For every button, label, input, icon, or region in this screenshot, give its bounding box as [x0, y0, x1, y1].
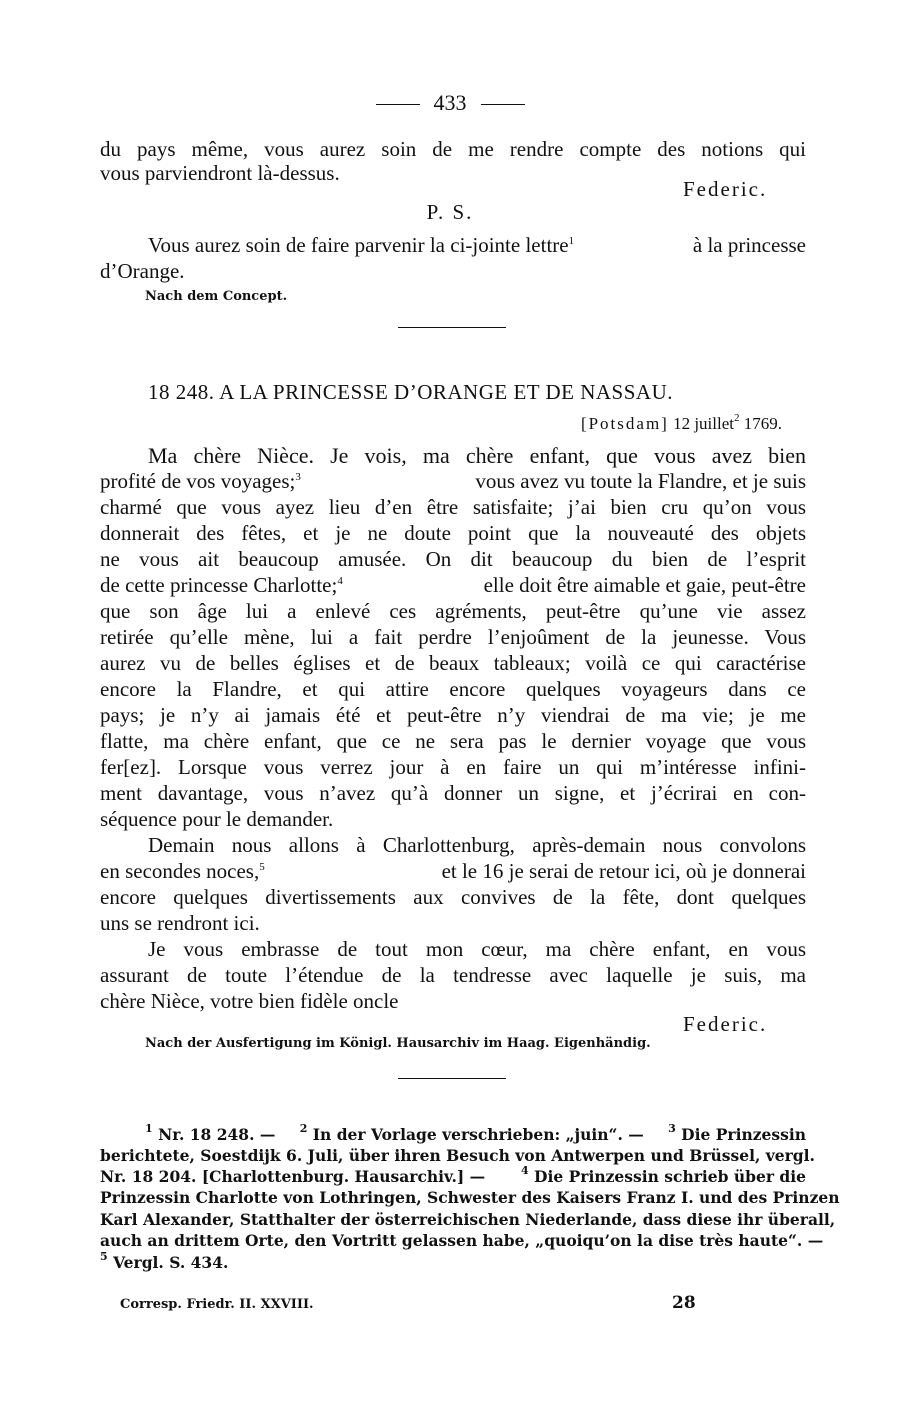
letter-line-10: encore la Flandre, et qui attire encore quelques voyageurs dans ce	[100, 677, 806, 701]
footnote-4	[521, 1166, 806, 1188]
letter-line-6	[100, 572, 806, 598]
footnote-line-1	[145, 1124, 806, 1146]
letter-line-13: fer[ez]. Lorsque vous verrez jour à en faire un qui m’intéresse infini-	[100, 755, 806, 779]
footnote-line-4: Prinzessin Charlotte von Lothringen, Schwester des Kaisers Franz I. und des Prinzen	[100, 1188, 840, 1207]
postscript-text-a	[148, 232, 574, 258]
footnote-3-text: Die Prinzessin	[681, 1125, 806, 1144]
footnote-marker-2: 2	[299, 1122, 308, 1135]
continuation-signature: Federic.	[683, 177, 768, 201]
footnote-ref-1: 1	[568, 235, 575, 247]
letter-line-5: ne vous ait beaucoup amusée. On dit beaucoup du bien de l’esprit	[100, 547, 806, 571]
footnote-2-text: In der Vorlage verschrieben: „juin“. —	[312, 1125, 644, 1144]
letter-line-17b: et le 16 je serai de retour ici, où je donnerai	[441, 859, 806, 883]
letter-line-15: séquence pour le demander.	[100, 807, 334, 831]
postscript-source: Nach dem Concept.	[145, 289, 288, 304]
page-number-dash-right	[481, 104, 525, 105]
footnote-ref-2: 2	[734, 412, 740, 424]
letter-line-17	[100, 858, 806, 884]
letter-line-20: Je vous embrasse de tout mon cœur, ma chère enfant, en vous	[148, 937, 806, 961]
letter-source: Nach der Ausfertigung im Königl. Hausarchiv im Haag. Eigenhändig.	[145, 1036, 651, 1051]
letter-line-2	[100, 468, 806, 494]
letter-signature: Federic.	[683, 1012, 768, 1036]
letter-line-6b: elle doit être aimable et gaie, peut-être	[483, 573, 806, 597]
letter-line-1: Ma chère Nièce. Je vois, ma chère enfant, que vous avez bien	[148, 443, 806, 468]
postscript-line-2: d’Orange.	[100, 259, 185, 283]
letter-dateline	[581, 414, 782, 434]
letter-line-21: assurant de toute l’étendue de la tendresse avec laquelle je suis, ma	[100, 963, 806, 987]
footnote-marker-1: 1	[145, 1122, 153, 1135]
letter-line-2a-text: profité de vos voyages;	[100, 469, 296, 493]
date-year: 1769.	[743, 414, 782, 433]
date-text: 12 juillet	[673, 414, 734, 433]
footnote-line-2: berichtete, Soestdijk 6. Juli, über ihren Besuch von Antwerpen und Brüssel, vergl.	[100, 1146, 815, 1165]
footnote-3-cont: Nr. 18 204. [Charlottenburg. Hausarchiv.] —	[100, 1167, 486, 1186]
letter-line-11: pays; je n’y ai jamais été et peut-être n’y viendrai de ma vie; je me	[100, 703, 806, 727]
footnote-3	[668, 1124, 806, 1146]
footnote-ref-5: 5	[259, 861, 265, 873]
continuation-line-1: du pays même, vous aurez soin de me rendre compte des notions qui	[100, 137, 806, 161]
letter-line-14: ment davantage, vous n’avez qu’à donner un signe, et j’écrirai en con-	[100, 781, 806, 805]
page-number-text: 433	[433, 90, 467, 115]
footnote-line-5: Karl Alexander, Statthalter der österreichischen Niederlande, dass diese ihr überall,	[100, 1210, 836, 1229]
letter-line-12: flatte, ma chère enfant, que ce ne sera pas le dernier voyage que vous	[100, 729, 806, 753]
footer-signature-mark: 28	[672, 1293, 696, 1313]
letter-line-9: aurez vu de belles églises et de beaux tableaux; voilà ce qui caractérise	[100, 651, 806, 675]
letter-line-3: charmé que vous ayez lieu d’en être satisfaite; j’ai bien cru qu’on vous	[100, 495, 806, 519]
postscript-text-a-body: Vous aurez soin de faire parvenir la ci-jointe lettre	[148, 233, 569, 257]
letter-line-7: que son âge lui a enlevé ces agréments, peut-être qu’une vie assez	[100, 599, 806, 623]
postscript-line-1	[148, 232, 806, 258]
footnote-line-3	[100, 1166, 806, 1188]
footer-collection: Corresp. Friedr. II. XXVIII.	[120, 1297, 314, 1312]
section-divider-1	[398, 327, 506, 328]
section-divider-2	[398, 1078, 506, 1079]
postscript-text-b: à la princesse	[692, 233, 806, 257]
footnote-line-7	[100, 1252, 806, 1274]
footnote-4-text: Die Prinzessin schrieb über die	[534, 1167, 806, 1186]
footnote-2	[300, 1124, 644, 1146]
letter-line-2a	[100, 468, 301, 494]
letter-line-18: encore quelques divertissements aux convives de la fête, dont quelques	[100, 885, 806, 909]
footnote-ref-3: 3	[295, 471, 301, 483]
letter-line-4: donnerait des fêtes, et je ne doute point que la nouveauté des objets	[100, 521, 806, 545]
letter-line-22: chère Nièce, votre bien fidèle oncle	[100, 989, 399, 1013]
footnote-ref-4: 4	[337, 575, 343, 587]
footnote-marker-4: 4	[520, 1164, 529, 1177]
postscript-title: P. S.	[426, 200, 474, 224]
page-number-dash-left	[376, 104, 420, 105]
footnote-1	[145, 1124, 275, 1146]
letter-line-17a	[100, 858, 265, 884]
letter-heading: 18 248. A LA PRINCESSE D’ORANGE ET DE NASSAU.	[148, 380, 673, 404]
letter-line-6a	[100, 572, 343, 598]
letter-line-6a-text: de cette princesse Charlotte;	[100, 573, 338, 597]
footnote-5-text: Vergl. S. 434.	[113, 1253, 229, 1272]
continuation-line-2: vous parviendront là-dessus.	[100, 161, 340, 185]
footnote-marker-5: 5	[100, 1250, 108, 1263]
date-place: [Potsdam]	[580, 414, 669, 433]
letter-line-2b: vous avez vu toute la Flandre, et je suis	[475, 469, 806, 493]
letter-line-16: Demain nous allons à Charlottenburg, après-demain nous convolons	[148, 833, 806, 857]
letter-line-17a-text: en secondes noces,	[100, 859, 260, 883]
footnote-1-text: Nr. 18 248. —	[158, 1125, 276, 1144]
letter-line-19: uns se rendront ici.	[100, 911, 260, 935]
footnote-line-6: auch an drittem Orte, den Vortritt gelassen habe, „quoiqu’on la dise très haute“. —	[100, 1231, 824, 1250]
letter-line-8: retirée qu’elle mène, lui a fait perdre l’enjoûment de la jeunesse. Vous	[100, 625, 806, 649]
footnote-marker-3: 3	[668, 1122, 676, 1135]
page-number	[0, 90, 900, 116]
